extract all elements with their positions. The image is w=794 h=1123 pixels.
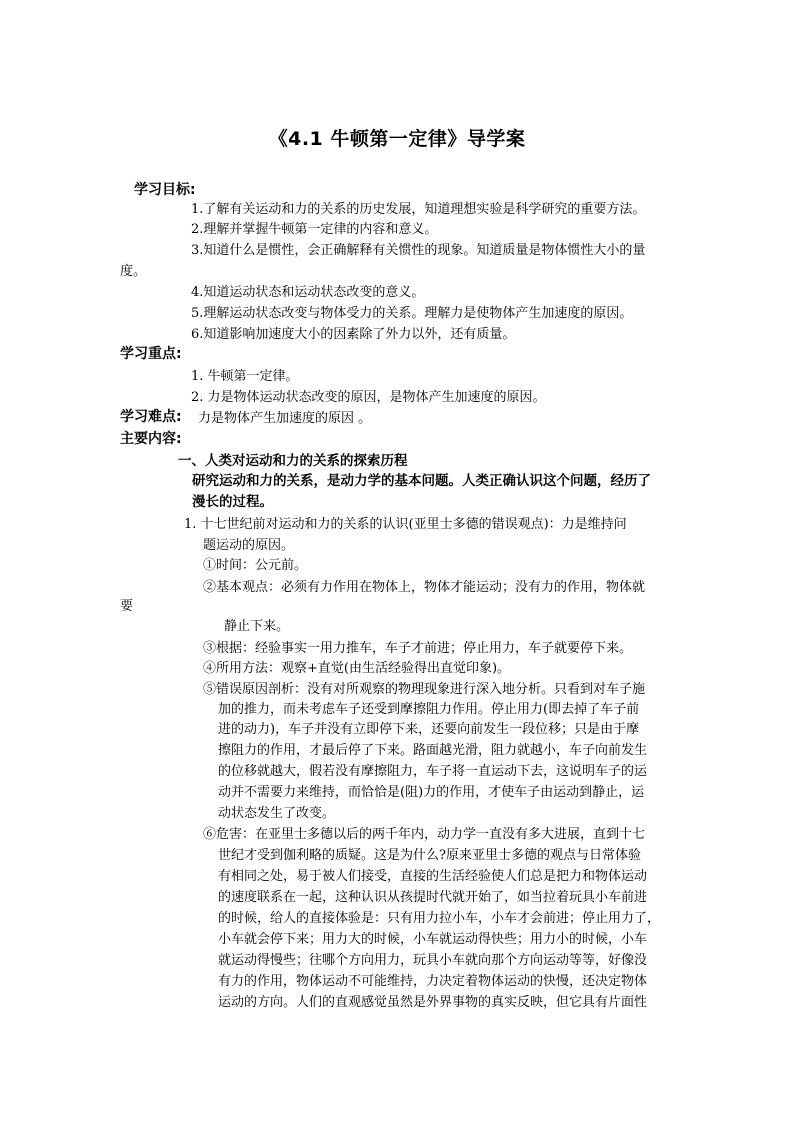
objective-item: 6.知道影响加速度大小的因素除了外力以外，还有质量。 — [191, 327, 516, 342]
section-intro-line: 漫长的过程。 — [192, 494, 273, 510]
sub-item-error: 的位移就越大，假若没有摩擦阻力，车子将一直运动下去，这说明车子的运 — [218, 764, 648, 779]
keypoints-heading: 学习重点: — [120, 346, 182, 362]
sub-item-harm: 运动的方向。人们的直观感觉虽然是外界事物的真实反映，但它具有片面性 — [218, 995, 648, 1010]
section-intro-line: 研究运动和力的关系，是动力学的基本问题。人类正确认识这个问题，经历了 — [192, 473, 651, 489]
objective-item: 4.知道运动状态和运动状态改变的意义。 — [191, 285, 425, 300]
keypoint-item: 1. 牛顿第一定律。 — [191, 369, 299, 384]
objective-item: 2.理解并掌握牛顿第一定律的内容和意义。 — [191, 222, 438, 237]
sub-item-time: ①时间：公元前。 — [203, 558, 308, 573]
sub-item-error: 动状态发生了改变。 — [218, 806, 336, 821]
sub-item-view: 要 — [120, 599, 134, 614]
sub-item-harm: 小车就会停下来；用力大的时候，小车就运动得快些；用力小的时候，小车 — [218, 932, 648, 947]
sub-item-harm: 的时候，给人的直接体验是：只有用力拉小车，小车才会前进；停止用力了， — [218, 911, 661, 926]
sub-item-harm: ⑥危害：在亚里士多德以后的两千年内，动力学一直没有多大进展，直到十七 — [203, 827, 646, 842]
sub-item-view: 静止下来。 — [224, 619, 290, 634]
objective-item: 度。 — [120, 264, 147, 279]
sub-item-error: 加的推力，而未考虑车子还受到摩擦阻力作用。停止用力(即去掉了车子前 — [218, 702, 640, 717]
item-line: 1. 十七世纪前对运动和力的关系的认识(亚里士多德的错误观点)：力是维持问 — [184, 517, 627, 532]
objectives-heading: 学习目标: — [134, 182, 196, 198]
sub-item-basis: ③根据：经验事实一用力推车，车子才前进；停止用力，车子就要停下来。 — [203, 641, 633, 656]
objective-item: 3.知道什么是惯性，会正确解释有关惯性的现象。知道质量是物体惯性大小的量 — [191, 243, 646, 258]
sub-item-harm: 就运动得慢些；往哪个方向用力，玩具小车就向那个方向运动等等，好像没 — [218, 953, 648, 968]
sub-item-error: 动并不需要力来维持，而恰恰是(阻)力的作用，才使车子由运动到静止，运 — [218, 785, 645, 800]
document-title: 《4.1 牛顿第一定律》导学案 — [268, 128, 526, 150]
difficulty-heading: 学习难点: — [120, 409, 182, 425]
sub-item-harm: 的速度联系在一起，这种认识从孩提时代就开始了，如当拉着玩具小车前进 — [218, 890, 648, 905]
item-line: 题运动的原因。 — [203, 538, 295, 553]
sub-item-harm: 世纪才受到伽利略的质疑。这是为什么?原来亚里士多德的观点与日常体验 — [218, 848, 641, 863]
objective-item: 5.理解运动状态改变与物体受力的关系。理解力是使物体产生加速度的原因。 — [191, 306, 633, 321]
keypoint-item: 2. 力是物体运动状态改变的原因，是物体产生加速度的原因。 — [191, 390, 546, 405]
section-title: 一、人类对运动和力的关系的探索历程 — [178, 453, 408, 469]
sub-item-error: 擦阻力的作用，才最后停了下来。路面越光滑，阻力就越小，车子向前发生 — [218, 743, 648, 758]
sub-item-method: ④所用方法：观察+直觉(由生活经验得出直觉印象)。 — [203, 661, 511, 676]
sub-item-view: ②基本观点：必须有力作用在物体上，物体才能运动；没有力的作用，物体就 — [203, 580, 646, 595]
objective-item: 1.了解有关运动和力的关系的历史发展，知道理想实验是科学研究的重要方法。 — [191, 202, 646, 217]
sub-item-error: ⑤错误原因剖析：没有对所观察的物理现象进行深入地分析。只看到对车子施 — [203, 682, 646, 697]
content-heading: 主要内容: — [120, 431, 182, 447]
sub-item-harm: 有相同之处，易于被人们接受，直接的生活经验使人们总是把力和物体运动 — [218, 869, 648, 884]
sub-item-harm: 有力的作用，物体运动不可能维持，力决定着物体运动的快慢，还决定物体 — [218, 974, 648, 989]
sub-item-error: 进的动力)，车子并没有立即停下来，还要向前发生一段位移；只是由于摩 — [218, 722, 640, 737]
difficulty-text: 力是物体产生加速度的原因 。 — [198, 411, 372, 426]
